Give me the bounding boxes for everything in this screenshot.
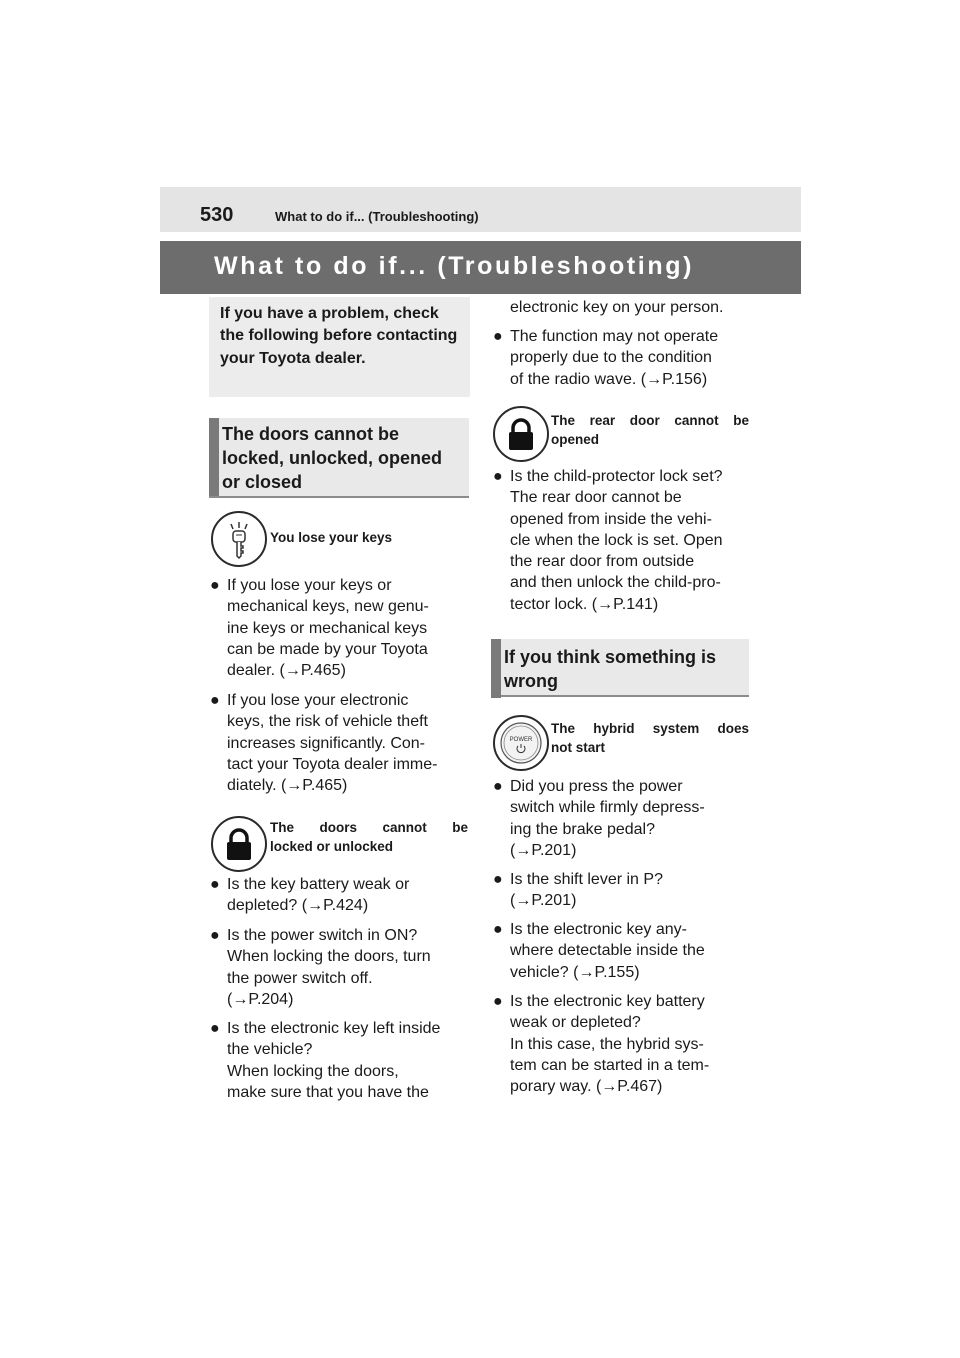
text-line: Is the key battery weak or <box>227 876 410 893</box>
text-line: tem can be started in a tem- <box>510 1056 710 1074</box>
text-line: where detectable inside the <box>510 942 705 960</box>
text-line: When locking the doors, <box>227 1062 399 1080</box>
text-line: the power switch off. <box>227 969 373 987</box>
text-line: Is the electronic key any- <box>510 921 687 938</box>
power-switch-icon <box>493 715 549 771</box>
page-title: What to do if... (Troubleshooting) <box>214 252 694 280</box>
text-line: weak or depleted? <box>510 1014 641 1032</box>
power-label: POWER <box>509 737 533 743</box>
text-line: keys, the risk of vehicle theft <box>227 713 428 731</box>
text-line: (→P.201) <box>510 892 577 910</box>
running-title: What to do if... (Troubleshooting) <box>275 209 479 224</box>
subsection-title-line: The doors cannot be <box>270 820 468 835</box>
key-icon <box>211 511 267 567</box>
subsection-title-doors-lock-2: locked or unlocked <box>270 839 394 854</box>
text-line: diately. (→P.465) <box>227 777 348 795</box>
header-bar <box>160 187 801 232</box>
text-line: of the radio wave. (→P.156) <box>510 370 708 388</box>
bullet-text <box>510 466 746 615</box>
text-line: the vehicle? <box>227 1041 313 1059</box>
subsection-title-rear-door: The rear door cannot be <box>551 413 749 428</box>
text-line: cle when the lock is set. Open <box>510 531 723 549</box>
text-line: If you lose your electronic <box>227 692 409 709</box>
bullet-text <box>510 776 746 861</box>
text-line: the rear door from outside <box>510 553 695 571</box>
subsection-title-hybrid-2: not start <box>551 740 605 755</box>
text-line: The rear door cannot be <box>510 489 682 507</box>
subsection-title-lose-keys: You lose your keys <box>270 530 393 545</box>
text-line: Did you press the power <box>510 778 683 795</box>
section-heading-title: The doors cannot be locked, unlocked, opened or closed <box>222 424 443 492</box>
text-line: mechanical keys, new genu- <box>227 598 429 616</box>
bullet-text <box>227 874 463 917</box>
bullet-dot: ● <box>493 871 503 888</box>
text-line: ing the brake pedal? <box>510 820 655 838</box>
text-line: properly due to the condition <box>510 349 712 367</box>
bullet-dot: ● <box>493 778 503 795</box>
bullet-dot: ● <box>210 577 220 594</box>
bullet-continuation: electronic key on your person. <box>510 299 724 316</box>
padlock-icon <box>493 406 549 462</box>
section-heading-doors <box>209 418 469 498</box>
bullet-dot: ● <box>493 921 503 938</box>
page-number: 530 <box>200 204 234 226</box>
text-line: (→P.201) <box>510 841 577 859</box>
bullet-text <box>227 690 463 796</box>
text-line: make sure that you have the <box>227 1083 429 1101</box>
text-line: vehicle? (→P.155) <box>510 963 640 981</box>
bullet-dot: ● <box>210 692 220 709</box>
bullet-dot: ● <box>210 876 220 893</box>
text-line: opened from inside the vehi- <box>510 510 712 528</box>
bullet-text <box>227 575 463 681</box>
text-line: Is the shift lever in P? <box>510 871 663 888</box>
bullet-text <box>227 925 463 1010</box>
bullet-text <box>510 919 746 983</box>
text-line: increases significantly. Con- <box>227 734 426 752</box>
bullet-dot: ● <box>210 927 220 944</box>
text-line: Is the electronic key battery <box>510 993 705 1010</box>
text-line: The function may not operate <box>510 328 719 345</box>
text-line: (→P.204) <box>227 990 294 1008</box>
text-line: Is the electronic key left inside <box>227 1020 441 1037</box>
section-heading-title: If you think something is wrong <box>504 647 717 691</box>
text-line: depleted? (→P.424) <box>227 897 369 915</box>
subsection-title-rear-door-2: opened <box>551 432 600 447</box>
text-line: If you lose your keys or <box>227 577 392 594</box>
section-heading-bar <box>209 418 219 496</box>
section-heading-bar <box>491 639 501 698</box>
text-line: tector lock. (→P.141) <box>510 595 659 613</box>
text-line: porary way. (→P.467) <box>510 1078 663 1096</box>
bullet-dot: ● <box>210 1020 220 1037</box>
text-line: and then unlock the child-pro- <box>510 574 721 592</box>
subsection-title-hybrid: The hybrid system does <box>551 721 749 736</box>
text-line: tact your Toyota dealer imme- <box>227 755 438 773</box>
section-heading-wrong <box>491 639 749 697</box>
bullet-dot: ● <box>493 993 503 1010</box>
padlock-icon <box>211 816 267 872</box>
text-line: can be made by your Toyota <box>227 640 428 658</box>
bullet-text <box>510 326 746 390</box>
subsection-title-doors-lock <box>270 818 468 837</box>
text-line: Is the power switch in ON? <box>227 927 418 944</box>
bullet-dot: ● <box>493 328 503 345</box>
text-line: In this case, the hybrid sys- <box>510 1035 704 1053</box>
bullet-text <box>227 1018 463 1103</box>
intro-text: If you have a problem, check the following before contacting your Toyota dealer. <box>220 305 458 367</box>
text-line: dealer. (→P.465) <box>227 662 346 680</box>
text-line: Is the child-protector lock set? <box>510 468 723 485</box>
text-line: ine keys or mechanical keys <box>227 619 428 637</box>
text-line: When locking the doors, turn <box>227 948 431 966</box>
bullet-text <box>510 991 746 1097</box>
bullet-text <box>510 869 746 912</box>
text-line: switch while firmly depress- <box>510 799 705 817</box>
bullet-dot: ● <box>493 468 503 485</box>
